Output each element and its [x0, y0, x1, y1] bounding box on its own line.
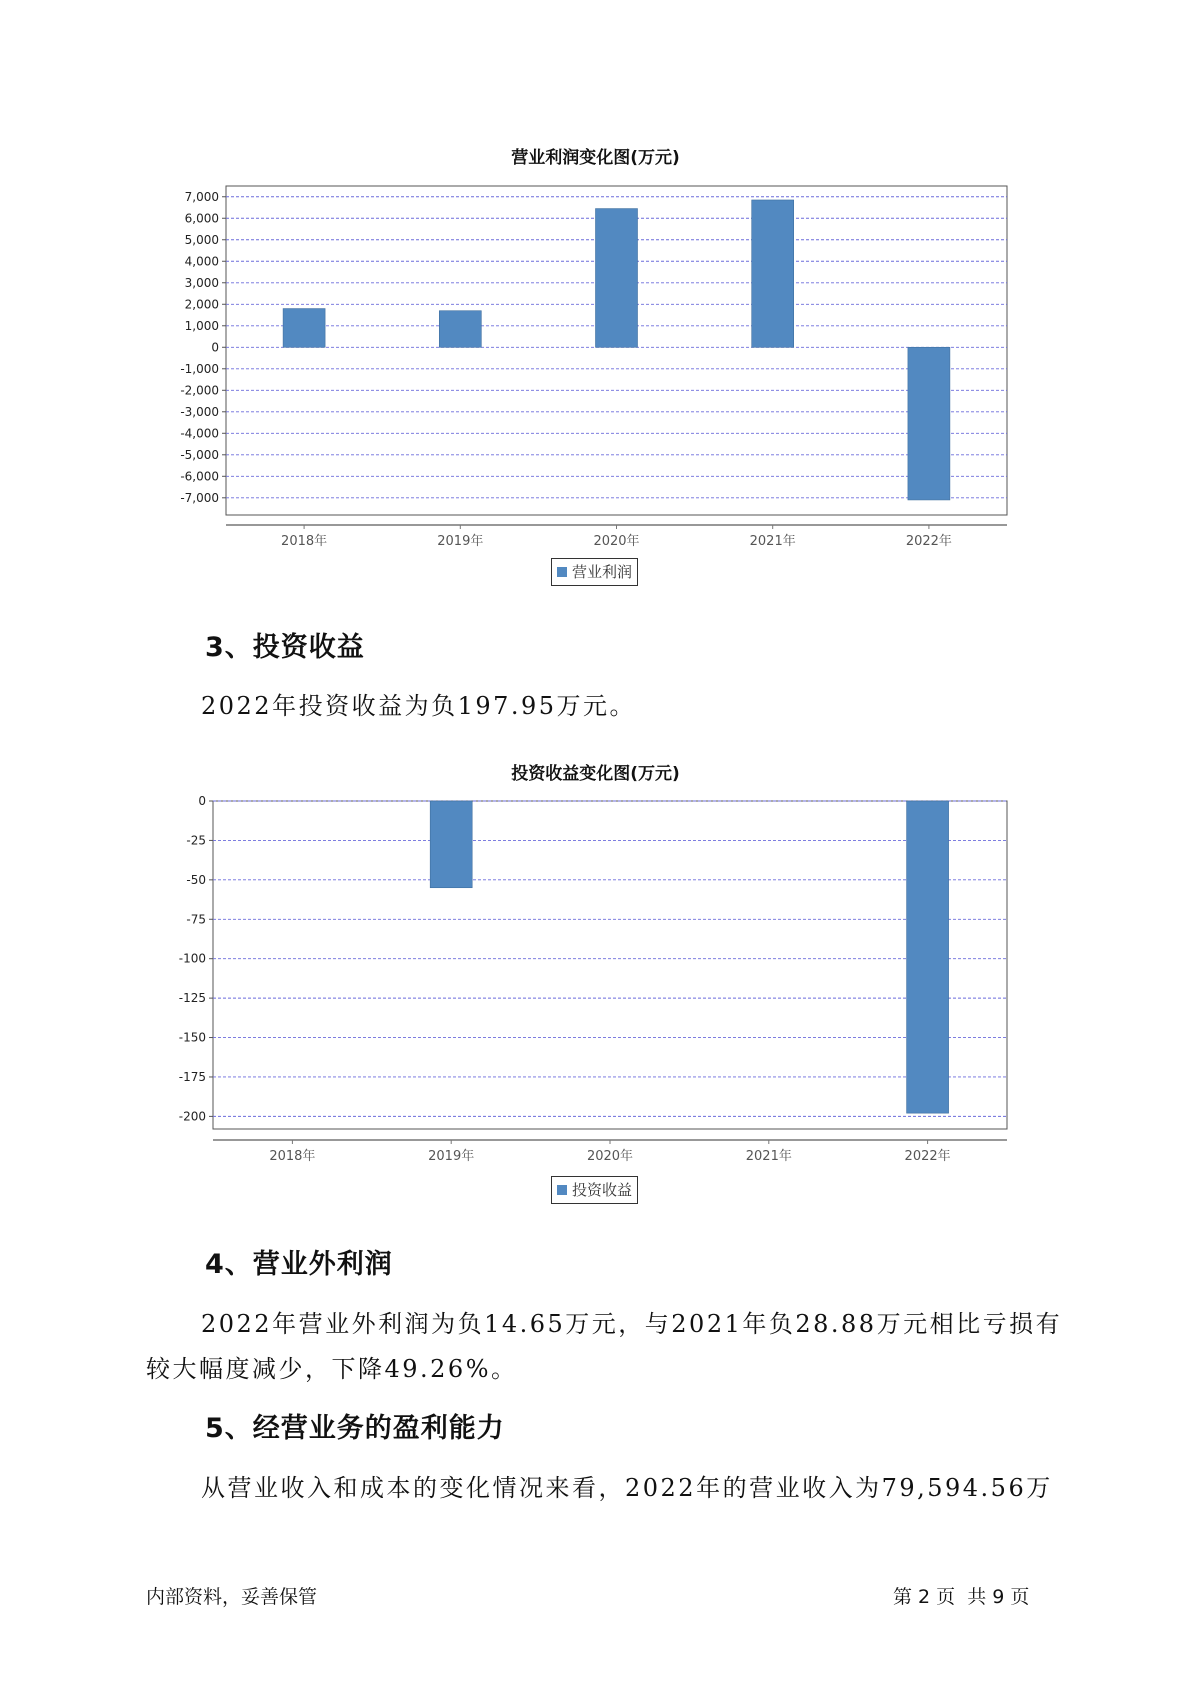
section-4-text-line2: 较大幅度减少，下降49.26%。 — [146, 1355, 518, 1383]
chart2-title: 投资收益变化图(万元) — [511, 764, 680, 784]
chart2-xtick-label: 2018年 — [269, 1149, 316, 1164]
chart2-ytick-label: -200 — [178, 1109, 206, 1124]
chart1-ytick-label: 6,000 — [184, 211, 219, 226]
chart2-ytick-label: -25 — [186, 833, 206, 848]
section-3-text: 2022年投资收益为负197.95万元。 — [201, 692, 637, 720]
chart1-ytick-label: 1,000 — [184, 318, 219, 333]
chart1-bar — [283, 309, 325, 348]
footer-page-number: 第 2 页 共 9 页 — [893, 1586, 1030, 1608]
chart2-plot-area — [213, 801, 1007, 1129]
chart2-ytick-label: -50 — [186, 872, 206, 887]
chart1-ytick-label: 3,000 — [184, 275, 219, 290]
chart1-xtick-label: 2019年 — [437, 534, 484, 549]
section-5-title: 5、经营业务的盈利能力 — [205, 1413, 505, 1444]
legend-swatch-icon — [557, 567, 567, 577]
legend-swatch-icon — [557, 1185, 567, 1195]
chart1-ytick-label: 5,000 — [184, 232, 219, 247]
chart2-ytick-label: -175 — [178, 1069, 206, 1084]
chart2-legend — [551, 1176, 638, 1204]
chart2-ytick-label: -75 — [186, 912, 206, 927]
chart2-xtick-label: 2020年 — [586, 1149, 634, 1164]
chart1-bar — [439, 311, 481, 348]
chart1-ytick-label: -4,000 — [180, 426, 219, 441]
chart2-ytick-label: -150 — [178, 1030, 206, 1045]
chart1-xtick-label: 2022年 — [905, 534, 952, 549]
chart1-ytick-label: 2,000 — [184, 297, 219, 312]
chart1-ytick-label: -3,000 — [180, 404, 219, 419]
chart1-ytick-label: -1,000 — [180, 361, 219, 376]
chart1-legend-label: 营业利润 — [572, 563, 633, 581]
footer-confidential-note: 内部资料，妥善保管 — [146, 1586, 318, 1608]
chart1-xtick-label: 2021年 — [749, 534, 796, 549]
chart1-title: 营业利润变化图(万元) — [511, 148, 680, 168]
chart1-ytick-label: -6,000 — [180, 469, 219, 484]
section-5-text: 从营业收入和成本的变化情况来看，2022年的营业收入为79,594.56万 — [201, 1474, 1053, 1502]
section-3-title: 3、投资收益 — [205, 632, 365, 663]
chart2-bar — [430, 801, 472, 888]
chart1-ytick-label: -2,000 — [180, 383, 219, 398]
chart1-xtick-label: 2018年 — [281, 534, 328, 549]
chart1-legend — [551, 558, 638, 586]
chart1-bar — [752, 200, 794, 347]
chart1-ytick-label: 4,000 — [184, 254, 219, 269]
chart2-legend-label: 投资收益 — [572, 1181, 633, 1199]
chart2-xtick-label: 2019年 — [428, 1149, 475, 1164]
chart1-ytick-label: -7,000 — [180, 490, 219, 505]
chart1-ytick-label: -5,000 — [180, 447, 219, 462]
chart2-xtick-label: 2022年 — [904, 1149, 951, 1164]
section-4-title: 4、营业外利润 — [205, 1249, 393, 1280]
section-4-text-line1: 2022年营业外利润为负14.65万元，与2021年负28.88万元相比亏损有 — [201, 1310, 1063, 1338]
chart2-xtick-label: 2021年 — [745, 1149, 792, 1164]
chart1-bar — [596, 209, 638, 348]
chart2-ytick-label: -125 — [178, 991, 206, 1006]
chart2-bar — [907, 801, 949, 1113]
chart2-ytick-label: 0 — [198, 794, 206, 808]
chart1-ytick-label: 0 — [211, 340, 219, 355]
chart2-ytick-label: -100 — [178, 951, 206, 966]
chart1-plot-area — [226, 186, 1007, 515]
chart1-xtick-label: 2020年 — [593, 534, 640, 549]
chart1-bar — [908, 347, 950, 500]
chart1-ytick-label: 7,000 — [184, 189, 219, 204]
